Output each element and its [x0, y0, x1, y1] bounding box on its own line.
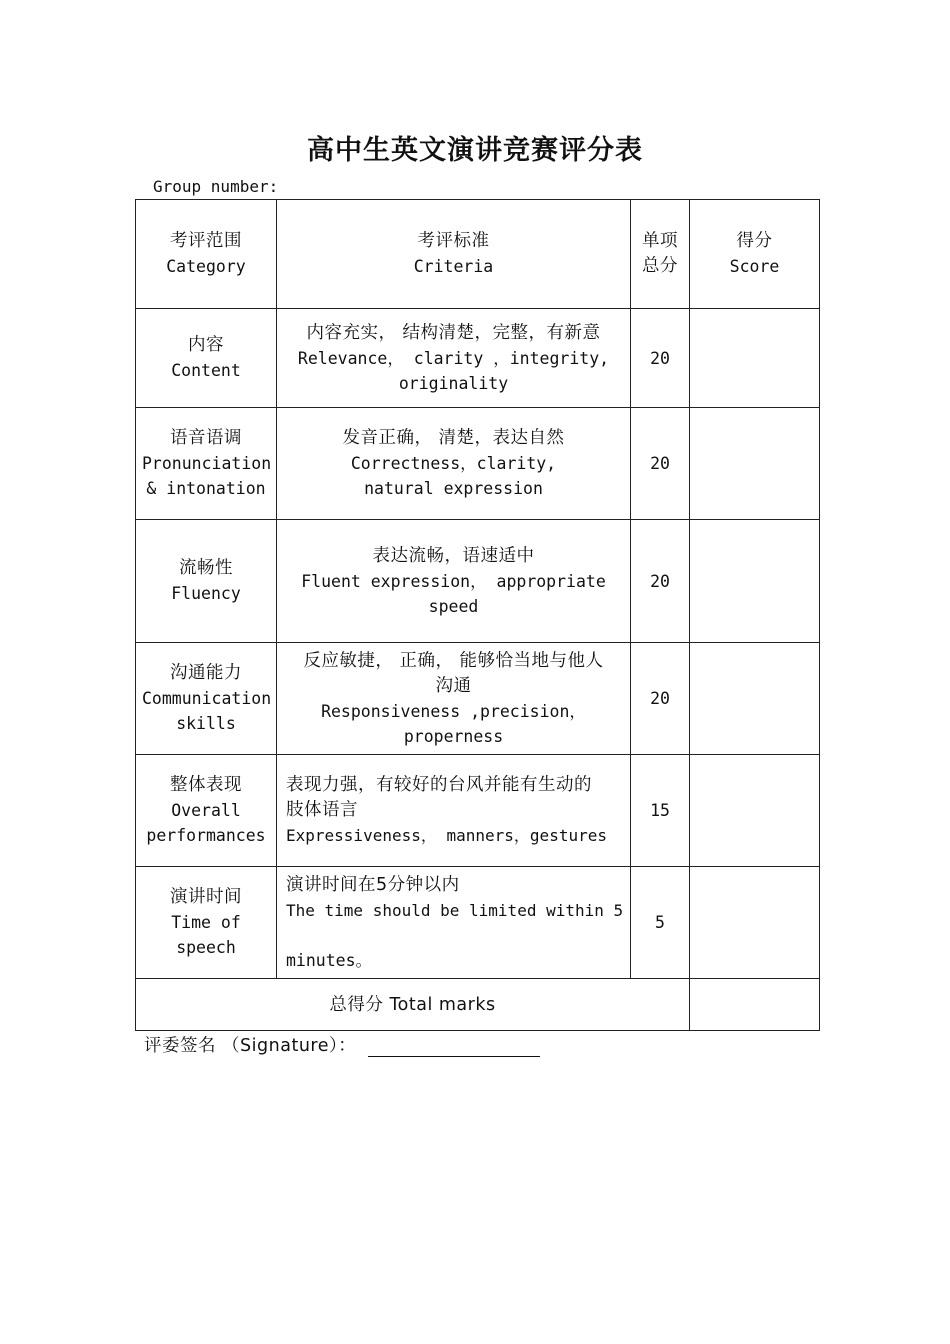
- criteria-line: 发音正确， 清楚，表达自然: [342, 428, 565, 448]
- criteria-line: 表现力强，有较好的台风并能有生动的: [286, 775, 592, 795]
- score-cell[interactable]: [690, 643, 820, 755]
- category-zh: 内容: [188, 335, 224, 355]
- item-total-cell: 20: [631, 520, 690, 643]
- criteria-line: Relevance， clarity ，integrity,: [297, 348, 610, 368]
- criteria-line: properness: [403, 726, 504, 746]
- score-cell[interactable]: [690, 755, 820, 867]
- category-cell: [136, 520, 277, 643]
- category-header-en: Category: [166, 257, 246, 276]
- criteria-line: Responsiveness ,precision，: [321, 701, 586, 721]
- category-en: Time of: [171, 913, 241, 932]
- criteria-cell: [277, 867, 631, 979]
- criteria-line: Correctness，clarity,: [350, 454, 557, 473]
- score-cell[interactable]: [690, 309, 820, 408]
- page-title: 高中生英文演讲竞赛评分表: [307, 135, 643, 166]
- criteria-cell: [277, 755, 631, 867]
- criteria-line: originality: [398, 373, 509, 393]
- item-total-header-line1: 单项: [642, 231, 678, 251]
- total-marks-label: [136, 979, 690, 1031]
- group-number-label: Group number:: [153, 177, 279, 196]
- signature-area: [144, 1032, 540, 1057]
- table-row: [136, 408, 820, 520]
- category-cell: [136, 408, 277, 520]
- table-row: [136, 755, 820, 867]
- item-total-cell: 5: [631, 867, 690, 979]
- criteria-line: 肢体语言: [286, 800, 358, 820]
- category-header-zh: 考评范围: [170, 231, 242, 251]
- category-en: & intonation: [146, 479, 266, 498]
- score-header-zh: 得分: [736, 231, 773, 251]
- item-total-header-line2: 总分: [642, 256, 678, 276]
- category-en: Content: [171, 361, 241, 380]
- criteria-line: 反应敏捷， 正确， 能够恰当地与他人: [303, 650, 604, 671]
- item-total-cell: 20: [631, 643, 690, 755]
- category-zh: 演讲时间: [170, 887, 242, 907]
- category-cell: [136, 867, 277, 979]
- score-cell[interactable]: [690, 867, 820, 979]
- category-zh: 整体表现: [170, 775, 242, 795]
- category-en: Overall: [171, 801, 241, 820]
- criteria-header-zh: 考评标准: [417, 231, 490, 251]
- item-total-cell: 20: [631, 408, 690, 520]
- table-row: [136, 309, 820, 408]
- item-total-header: [631, 200, 690, 309]
- signature-line[interactable]: [368, 1038, 540, 1057]
- criteria-line: 演讲时间在5分钟以内: [286, 874, 460, 895]
- criteria-cell: [277, 408, 631, 520]
- category-en: Pronunciation: [142, 454, 272, 473]
- category-en: Communication: [142, 689, 272, 708]
- table-row: [136, 520, 820, 643]
- category-cell: [136, 309, 277, 408]
- table-row: [136, 643, 820, 755]
- criteria-line: Fluent expression， appropriate: [301, 571, 606, 591]
- category-en: Fluency: [171, 584, 241, 603]
- criteria-line: 表达流畅，语速适中: [372, 545, 535, 566]
- criteria-line: The time should be limited within 5: [286, 900, 624, 920]
- category-en: speech: [176, 938, 236, 957]
- criteria-cell: [277, 309, 631, 408]
- criteria-cell: [277, 643, 631, 755]
- category-zh: 沟通能力: [170, 663, 242, 683]
- category-en: skills: [176, 714, 236, 733]
- criteria-blank-line: [286, 923, 624, 948]
- criteria-header-en: Criteria: [413, 257, 494, 276]
- signature-label: 评委签名 （Signature）：: [144, 1036, 357, 1056]
- category-cell: [136, 755, 277, 867]
- criteria-line: 沟通: [435, 675, 472, 696]
- item-total-cell: 15: [631, 755, 690, 867]
- criteria-line: Expressiveness， manners，gestures: [286, 826, 607, 845]
- criteria-line: minutes。: [286, 950, 373, 970]
- score-cell[interactable]: [690, 520, 820, 643]
- criteria-line: 内容充实， 结构清楚，完整，有新意: [306, 322, 601, 343]
- criteria-cell: [277, 520, 631, 643]
- total-marks-row: [136, 979, 820, 1031]
- criteria-line: natural expression: [364, 479, 543, 498]
- category-en: performances: [146, 826, 266, 845]
- score-header-en: Score: [729, 257, 780, 276]
- category-zh: 语音语调: [170, 428, 242, 448]
- criteria-line: speed: [428, 596, 479, 616]
- score-table: [135, 199, 820, 1031]
- category-header: [136, 200, 277, 309]
- score-header: [690, 200, 820, 309]
- score-cell[interactable]: [690, 408, 820, 520]
- header-row: [136, 200, 820, 309]
- category-cell: [136, 643, 277, 755]
- item-total-cell: 20: [631, 309, 690, 408]
- total-marks-text: 总得分 Total marks: [329, 994, 496, 1015]
- table-row: [136, 867, 820, 979]
- criteria-header: [277, 200, 631, 309]
- total-marks-value[interactable]: [690, 979, 820, 1031]
- category-zh: 流畅性: [179, 558, 233, 578]
